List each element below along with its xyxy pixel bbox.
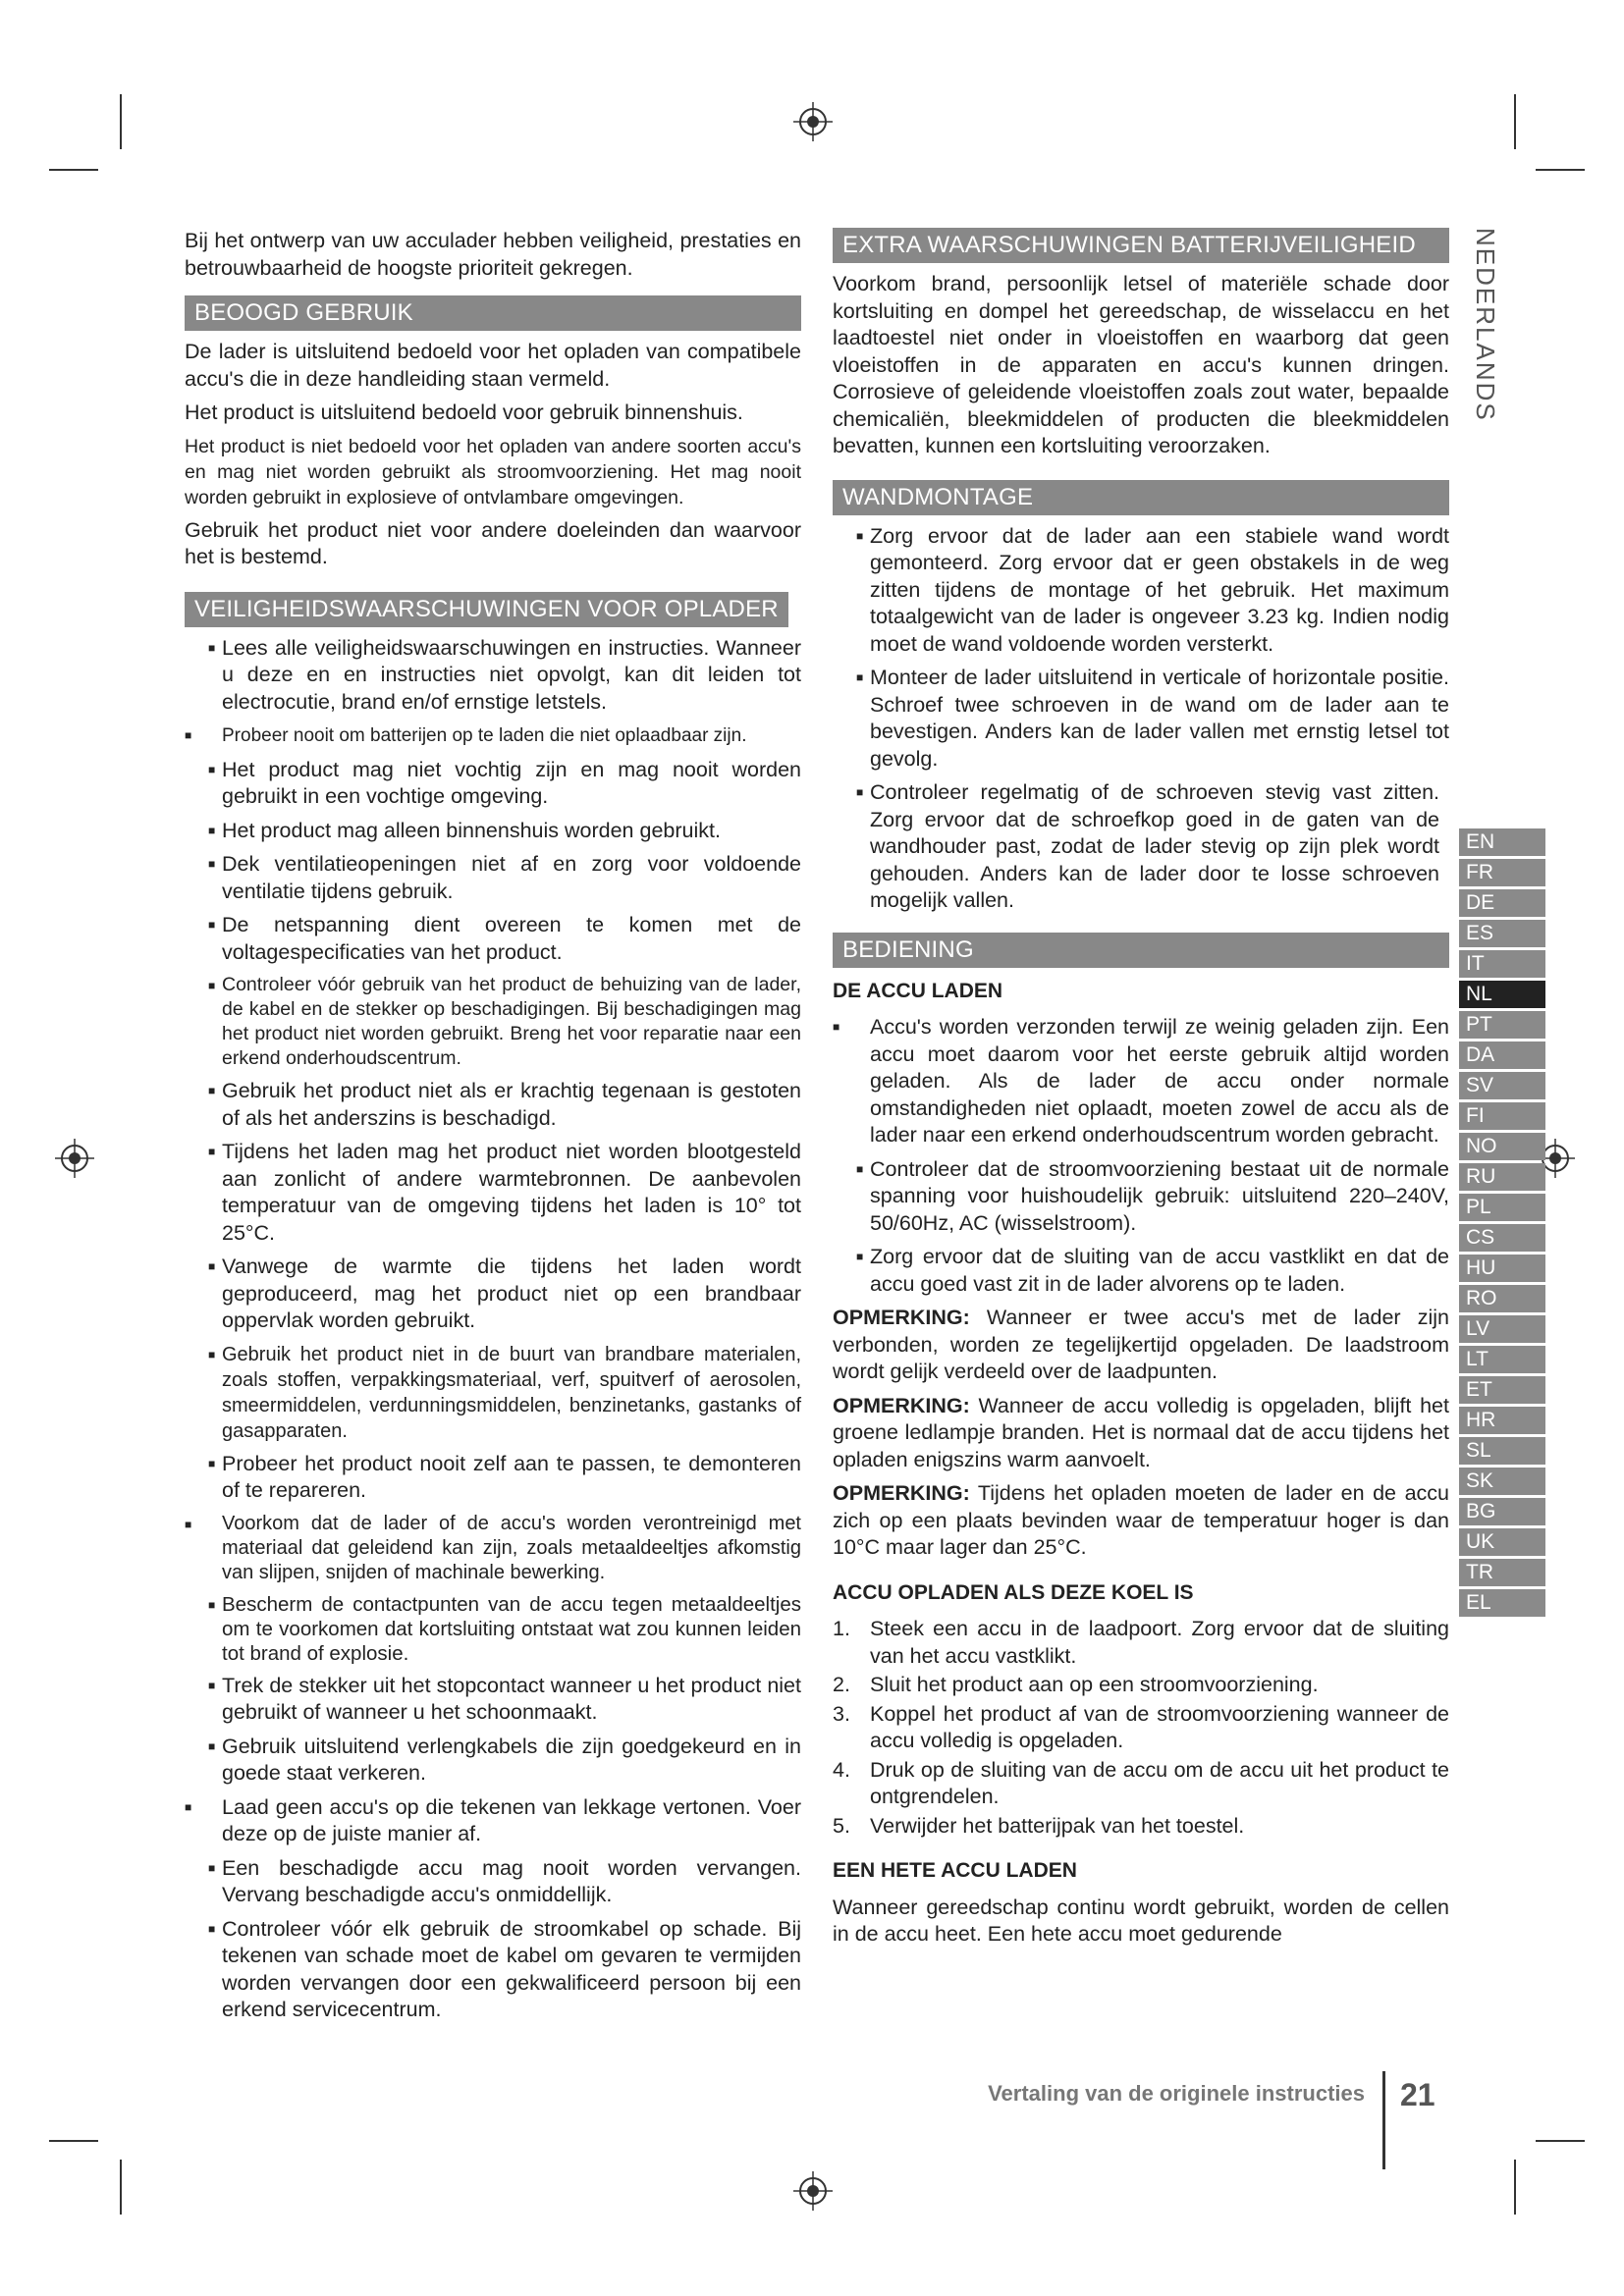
list-item: ■ Voorkom dat de lader of de accu's worden verontreinigd met materiaal dat geleidend kan zijn, zoals metaaldeeltjes afkomstig van slijpen, snijden of machinale bewerking. [185,1512,801,1585]
language-tab-pt[interactable]: PT [1459,1011,1545,1039]
language-tab-sl[interactable]: SL [1459,1437,1545,1465]
note-paragraph [833,1480,1449,1562]
paragraph: Voorkom brand, persoonlijk letsel of materiële schade door kortsluiting en dompel het gereedschap, de wisselaccu en het laadtoestel niet onder in vloeistoffen en waarborg dat geen vloeistoffen in de apparaten en accu's kunnen dringen. Corrosieve of geleidende vloeistoffen zoals zout water, bepaalde chemicaliën, bleekmiddelen of producten die bleekmiddelen bevatten, kunnen een kortsluiting veroorzaken. [833,272,1449,457]
paragraph: De lader is uitsluitend bedoeld voor het opladen van compatibele accu's die in deze handleiding staan vermeld. [185,340,801,391]
safety-list [185,635,801,2024]
list-item: ■ Vanwege de warmte die tijdens het laden wordt geproduceerd, mag het product niet op een brandbaar oppervlak worden gebruikt. [185,1254,801,1335]
note-text: Tijdens het opladen moeten de lader en de accu zich op een plaats bevinden waar de temperatuur hoger is dan 10°C maar lager dan 25°C. [833,1481,1449,1559]
language-tab-lv[interactable]: LV [1459,1315,1545,1343]
step-text: Verwijder het batterijpak van het toestel. [870,1813,1245,1838]
crop-mark [120,2160,122,2215]
heading-wandmontage: WANDMONTAGE [833,480,1449,515]
language-tab-hu[interactable]: HU [1459,1255,1545,1282]
note-paragraph [833,1305,1449,1386]
note-text: Wanneer de accu volledig is opgeladen, blijft het groene ledlampje branden. Het is normaal dat de accu tijdens het opladen enigszins warm aanvoelt. [833,1393,1449,1471]
list-item: ■ Laad geen accu's op die tekenen van lekkage vertonen. Voer deze op de juiste manier af. [185,1794,801,1848]
side-label-text: NEDERLANDS [1471,228,1500,422]
step-text: Sluit het product aan op een stroomvoorziening. [870,1673,1319,1696]
side-language-label [1473,228,1506,424]
step-number: 3. [833,1701,850,1726]
language-tab-fi[interactable]: FI [1459,1102,1545,1130]
list-item: ■ Controleer vóór gebruik van het product de behuizing van de lader, de kabel en de stekker op beschadigingen. Bij beschadigingen mag het product niet worden gebruikt. Breng het voor reparatie naar een erkend onderhoudscentrum. [185,973,801,1071]
step-text: Druk op de sluiting van de accu om de accu uit het product te ontgrendelen. [870,1757,1449,1808]
language-tab-sv[interactable]: SV [1459,1072,1545,1099]
heading-beoogd-gebruik: BEOOGD GEBRUIK [185,295,801,331]
language-tab-de[interactable]: DE [1459,889,1545,917]
wall-mount-list [833,523,1449,915]
charging-list [833,1014,1449,1298]
crop-mark [1514,94,1516,149]
list-item: ■ Tijdens het laden mag het product niet worden blootgesteld aan zonlicht of andere warmtebronnen. De aanbevolen temperatuur van de omgeving tijdens het laden is 10° tot 25°C. [185,1139,801,1247]
note-label: OPMERKING: [833,1481,970,1505]
steps-list [833,1616,1449,1840]
language-tab-fr[interactable]: FR [1459,859,1545,886]
language-tab-bg[interactable]: BG [1459,1498,1545,1525]
note-label: OPMERKING: [833,1393,970,1417]
list-item: ■ Controleer vóór elk gebruik de stroomkabel op schade. Bij tekenen van schade moet de kabel om gevaren te vermijden worden vervangen door een gekwalificeerd persoon bij een erkend servicecentrum. [185,1916,801,2024]
crop-mark [49,2140,98,2142]
crop-mark [120,94,122,149]
language-tab-el[interactable]: EL [1459,1589,1545,1617]
footer-text: Vertaling van de originele instructies [988,2081,1365,2106]
list-item: ■ Zorg ervoor dat de sluiting van de accu vastklikt en dat de accu goed vast zit in de lader alvorens op te laden. [833,1244,1449,1298]
language-tab-hr[interactable]: HR [1459,1407,1545,1434]
list-item: ■ Probeer het product nooit zelf aan te passen, te demonteren of te repareren. [185,1451,801,1505]
heading-extra-waarschuwingen: EXTRA WAARSCHUWINGEN BATTERIJVEILIGHEID [833,228,1449,263]
language-tab-it[interactable]: IT [1459,950,1545,978]
subheading-de-accu-laden: DE ACCU LADEN [833,979,1003,1002]
list-item: ■ Dek ventilatieopeningen niet af en zorg voor voldoende ventilatie tijdens gebruik. [185,851,801,905]
paragraph: Het product is uitsluitend bedoeld voor gebruik binnenshuis. [185,400,743,424]
subheading-accu-opladen-koel: ACCU OPLADEN ALS DEZE KOEL IS [833,1580,1194,1604]
note-paragraph [833,1393,1449,1474]
language-tab-et[interactable]: ET [1459,1376,1545,1404]
paragraph: Gebruik het product niet voor andere doeleinden dan waarvoor het is bestemd. [185,517,801,568]
list-item: ■ Gebruik het product niet als er krachtig tegenaan is gestoten of als het anderszins is beschadigd. [185,1078,801,1132]
note-label: OPMERKING: [833,1306,970,1329]
list-item: ■ Een beschadigde accu mag nooit worden vervangen. Vervang beschadigde accu's onmiddellijk. [185,1855,801,1909]
paragraph: Wanneer gereedschap continu wordt gebruikt, worden de cellen in de accu heet. Een hete accu moet gedurende [833,1895,1449,1946]
subheading-hete-accu: EEN HETE ACCU LADEN [833,1859,1077,1882]
list-item: ■ Bescherm de contactpunten van de accu tegen metaaldeeltjes om te voorkomen dat kortsluiting ontstaat wat zou kunnen leiden tot brand of explosie. [185,1592,801,1666]
list-item: ■ Monteer de lader uitsluitend in verticale of horizontale positie. Schroef twee schroeven in de wand om de lader aan te bevestigen. Anders kan de lader vallen met ernstig letsel tot gevolg. [833,665,1449,773]
list-item: ■ Trek de stekker uit het stopcontact wanneer u het product niet gebruikt of wanneer u het schoonmaakt. [185,1673,801,1727]
intro-paragraph: Bij het ontwerp van uw acculader hebben veiligheid, prestaties en betrouwbaarheid de hoogste prioriteit gekregen. [185,229,801,280]
crop-mark [1536,2140,1585,2142]
heading-veiligheidswaarschuwingen: VEILIGHEIDSWAARSCHUWINGEN VOOR OPLADER [185,592,788,627]
list-item: ■ Zorg ervoor dat de lader aan een stabiele wand wordt gemonteerd. Zorg ervoor dat er geen obstakels in de weg zitten tijdens de montage of het gebruik. Het maximum totaalgewicht van de lader is ongeveer 3.23 kg. Indien nodig moet de wand voldoende worden versterkt. [833,523,1449,659]
step-number: 2. [833,1673,850,1696]
language-tab-pl[interactable]: PL [1459,1194,1545,1221]
left-column [185,228,801,2031]
language-tab-en[interactable]: EN [1459,828,1545,856]
paragraph: Het product is niet bedoeld voor het opladen van andere soorten accu's en mag niet worden gebruikt als stroomvoorziening. Het mag nooit worden gebruikt in explosieve of ontvlambare omgevingen. [185,435,801,508]
language-tab-cs[interactable]: CS [1459,1224,1545,1252]
step-item [833,1672,1449,1699]
language-tab-ro[interactable]: RO [1459,1285,1545,1312]
step-number: 1. [833,1617,850,1640]
list-item: ■ Controleer dat de stroomvoorziening bestaat uit de normale spanning voor huishoudelijk gebruik: uitsluitend 220–240V, 50/60Hz, AC (wisselstroom). [833,1156,1449,1238]
language-tab-da[interactable]: DA [1459,1041,1545,1069]
step-item [833,1616,1449,1670]
registration-mark-icon [55,1139,94,1178]
list-item: ■ Het product mag niet vochtig zijn en mag nooit worden gebruikt in een vochtige omgeving. [185,757,801,811]
language-tab-es[interactable]: ES [1459,920,1545,947]
crop-mark [1514,2160,1516,2215]
note-text: Wanneer er twee accu's met de lader zijn verbonden, worden ze tegelijkertijd opgeladen. De laadstroom wordt gelijk verdeeld over de laadpunten. [833,1306,1449,1383]
step-number: 5. [833,1813,850,1838]
list-item: ■ Het product mag alleen binnenshuis worden gebruikt. [185,818,801,845]
list-item: ■ Gebruik uitsluitend verlengkabels die zijn goedgekeurd en in goede staat verkeren. [185,1734,801,1788]
step-item [833,1757,1449,1811]
step-text: Koppel het product af van de stroomvoorziening wanneer de accu volledig is opgeladen. [870,1701,1449,1752]
language-tab-uk[interactable]: UK [1459,1528,1545,1556]
step-number: 4. [833,1757,850,1782]
step-item [833,1813,1449,1841]
language-tabs [1459,828,1545,1620]
language-tab-ru[interactable]: RU [1459,1163,1545,1191]
heading-bediening: BEDIENING [833,933,1449,968]
registration-mark-icon [793,102,833,141]
step-text: Steek een accu in de laadpoort. Zorg ervoor dat de sluiting van het accu vastklikt. [870,1617,1449,1668]
language-tab-sk[interactable]: SK [1459,1468,1545,1495]
list-item: ■ Accu's worden verzonden terwijl ze weinig geladen zijn. Een accu moet daarom voor het eerste gebruik altijd worden geladen. Als de lader de accu onder normale omstandigheden niet oplaadt, moeten zowel de accu als de lader naar een erkend onderhoudscentrum worden gebracht. [833,1014,1449,1149]
language-tab-lt[interactable]: LT [1459,1346,1545,1373]
language-tab-no[interactable]: NO [1459,1133,1545,1160]
footer-divider [1382,2071,1385,2169]
list-item: ■ Lees alle veiligheidswaarschuwingen en instructies. Wanneer u deze en en instructies niet opvolgt, kan dit leiden tot electrocutie, brand en/of ernstige letstels. [185,635,801,717]
step-item [833,1701,1449,1755]
language-tab-nl[interactable]: NL [1459,981,1545,1008]
language-tab-tr[interactable]: TR [1459,1559,1545,1586]
list-item: ■ De netspanning dient overeen te komen met de voltagespecificaties van het product. [185,912,801,966]
right-column [833,228,1449,1955]
crop-mark [1536,169,1585,171]
list-item: ■ Controleer regelmatig of de schroeven stevig vast zitten. Zorg ervoor dat de schroefkop goed in de gaten van de wandhouder past, zodat de lader stevig op zijn plek wordt gehouden. Anders kan de lader door te losse schroeven mogelijk vallen. [833,779,1439,915]
registration-mark-icon [793,2171,833,2211]
list-item: ■ Gebruik het product niet in de buurt van brandbare materialen, zoals stoffen, verpakkingsmateriaal, verf, spuitverf of aerosolen, smeermiddelen, verdunningsmiddelen, benzinetanks, gastanks of gasapparaten. [185,1342,801,1444]
crop-mark [49,169,98,171]
page-number: 21 [1400,2077,1435,2112]
list-item: ■ Probeer nooit om batterijen op te laden die niet oplaadbaar zijn. [185,722,801,750]
